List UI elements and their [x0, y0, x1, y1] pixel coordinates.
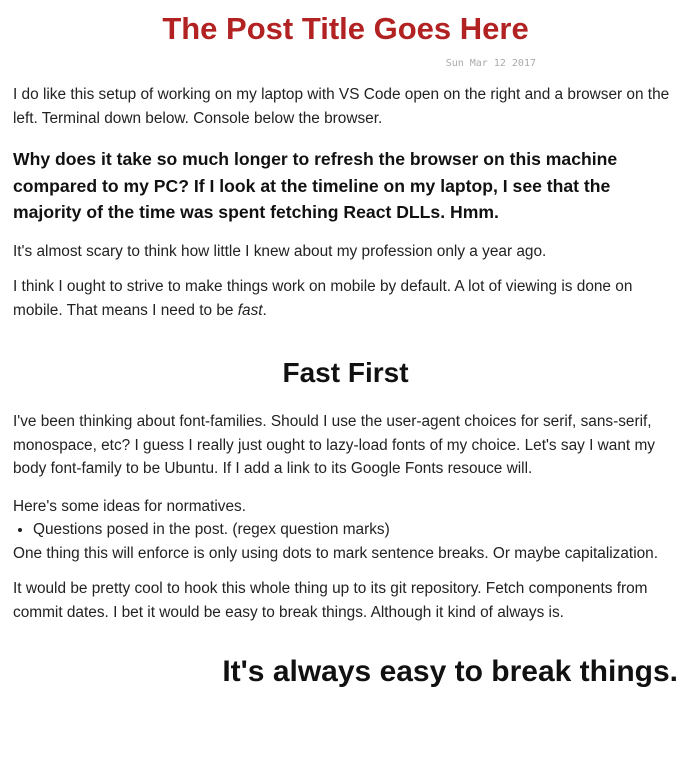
post-date: Sun Mar 12 2017 [445, 58, 536, 69]
bold-paragraph: Why does it take so much longer to refresh the browser on this machine compared to my PC? If I look at the timeline on my laptop, I see that the majority of the time was spent fetching React DLLs. Hmm. [13, 149, 618, 222]
heading-break-things: It's always easy to break things. [222, 655, 678, 688]
paragraph-mobile-text: I think I ought to strive to make things work on mobile by default. A lot of viewing is done on mobile. That means I need to be [13, 278, 633, 319]
paragraph-scary: It's almost scary to think how little I knew about my profession only a year ago. [13, 242, 547, 260]
emphasis-fast: fast [237, 301, 263, 319]
paragraph-mobile-end: . [262, 301, 267, 319]
paragraph-fonts: I've been thinking about font-families. Should I use the user-agent choices for serif, sans-serif, monospace, etc? I guess I really just ought to lazy-load fonts of my choice. Let's say I want my body font-family to be Ubuntu. If I add a link to its Google Fonts resouce will. [13, 413, 655, 477]
normatives-list [13, 518, 678, 542]
post-title: The Post Title Goes Here [162, 11, 529, 46]
paragraph-git: It would be pretty cool to hook this whole thing up to its git repository. Fetch components from commit dates. I bet it would be easy to break things. Although it kind of always is. [13, 580, 648, 621]
paragraph-mobile [13, 275, 678, 322]
paragraph-enforce: One thing this will enforce is only using dots to mark sentence breaks. Or maybe capitalization. [13, 544, 659, 562]
paragraph-normatives: Here's some ideas for normatives. [13, 497, 247, 515]
heading-fast-first: Fast First [282, 357, 409, 388]
list-item: • Questions posed in the post. (regex question marks) [33, 518, 678, 542]
paragraph-setup: I do like this setup of working on my laptop with VS Code open on the right and a browser on the left. Terminal down below. Console below the browser. [13, 86, 670, 127]
